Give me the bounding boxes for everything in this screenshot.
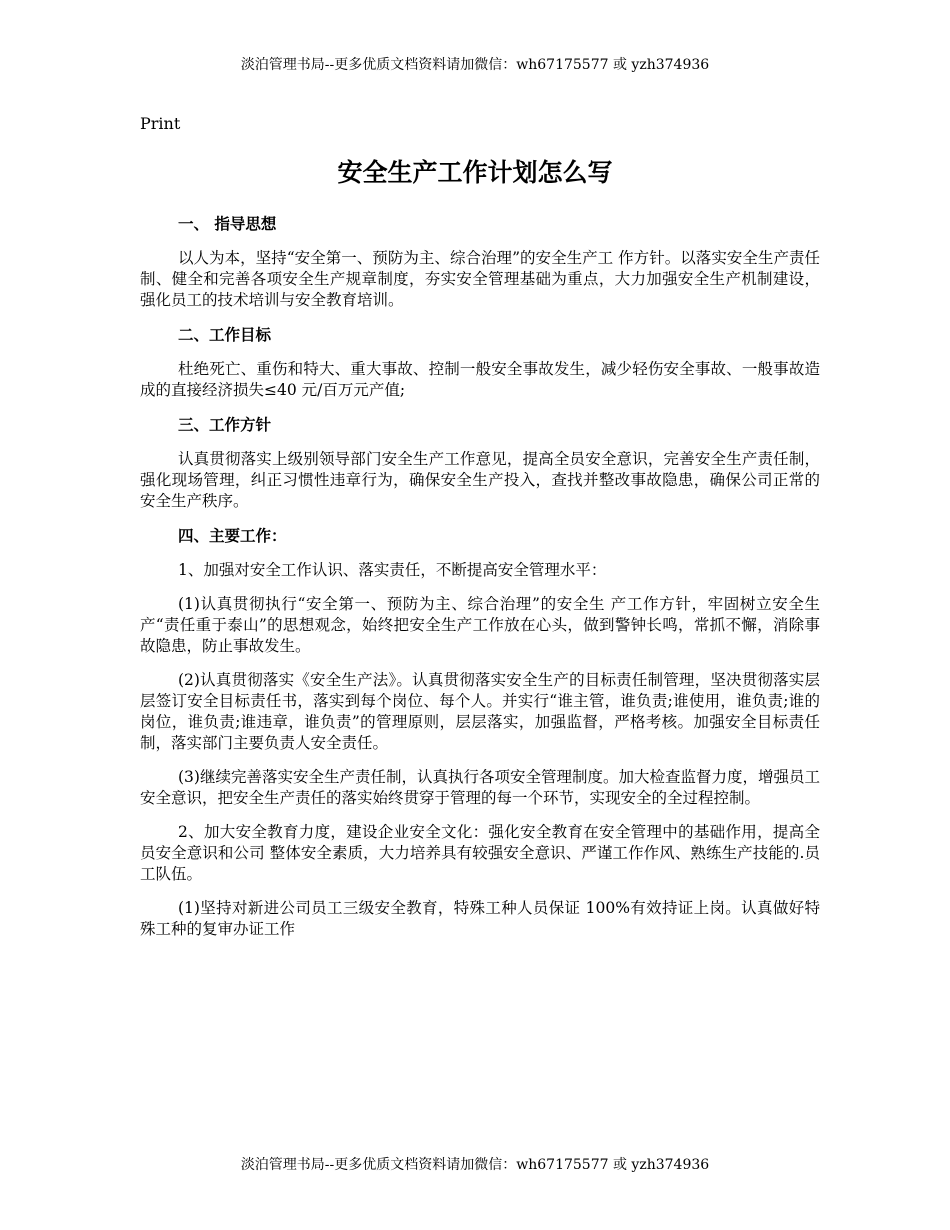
- document-title: 安全生产工作计划怎么写: [337, 158, 613, 187]
- paragraph: 认真贯彻落实上级别领导部门安全生产工作意见，提高全员安全意识，完善安全生产责任制，强化现场管理，纠正习惯性违章行为，确保安全生产投入，查找并整改事故隐患，确保公司正常的安全生产秩序。: [140, 450, 820, 510]
- section-heading-work-policy: 三、工作方针: [178, 415, 272, 434]
- paragraph: (1)坚持对新进公司员工三级安全教育，特殊工种人员保证 100%有效持证上岗。认真做好特殊工种的复审办证工作: [140, 899, 820, 938]
- section-heading-main-work: 四、主要工作：: [178, 526, 287, 545]
- page-footer: 淡泊管理书局--更多优质文档资料请加微信：wh67175577 或 yzh374936: [240, 1157, 710, 1173]
- paragraph: 以人为本，坚持“安全第一、预防为主、综合治理”的安全生产工 作方针。以落实安全生产责任制、健全和完善各项安全生产规章制度，夯实安全管理基础为重点，大力加强安全生产机制建设，强化员工的技术培训与安全教育培训。: [140, 249, 820, 309]
- section-heading-guiding-ideology: 一、 指导思想: [178, 214, 277, 233]
- page-header: 淡泊管理书局--更多优质文档资料请加微信：wh67175577 或 yzh374936: [240, 57, 710, 73]
- paragraph: (3)继续完善落实安全生产责任制，认真执行各项安全管理制度。加大检查监督力度，增强员工安全意识，把安全生产责任的落实始终贯穿于管理的每一个环节，实现安全的全过程控制。: [140, 768, 820, 807]
- paragraph: 1、加强对安全工作认识、落实责任，不断提高安全管理水平：: [178, 561, 607, 579]
- section-heading-work-goals: 二、工作目标: [178, 325, 272, 344]
- paragraph: (2)认真贯彻落实《安全生产法》。认真贯彻落实安全生产的目标责任制管理，坚决贯彻落实层层签订安全目标责任书，落实到每个岗位、每个人。并实行“谁主管，谁负责;谁使用，谁负责;谁的岗位，谁负责;谁违章，谁负责”的管理原则，层层落实，加强监督，严格考核。加强安全目标责任制，落实部门主要负责人安全责任。: [140, 671, 820, 752]
- print-label: Print: [140, 114, 181, 133]
- paragraph: 杜绝死亡、重伤和特大、重大事故、控制一般安全事故发生，减少轻伤安全事故、一般事故造成的直接经济损失≤40 元/百万元产值;: [140, 360, 820, 399]
- paragraph: 2、加大安全教育力度，建设企业安全文化：强化安全教育在安全管理中的基础作用，提高全员安全意识和公司 整体安全素质，大力培养具有较强安全意识、严谨工作作风、熟练生产技能的.员工队伍。: [140, 823, 820, 883]
- document-body: [140, 213, 820, 953]
- paragraph: (1)认真贯彻执行“安全第一、预防为主、综合治理”的安全生 产工作方针，牢固树立安全生产“责任重于泰山”的思想观念，始终把安全生产工作放在心头，做到警钟长鸣，常抓不懈，消除事故隐患，防止事故发生。: [140, 595, 820, 655]
